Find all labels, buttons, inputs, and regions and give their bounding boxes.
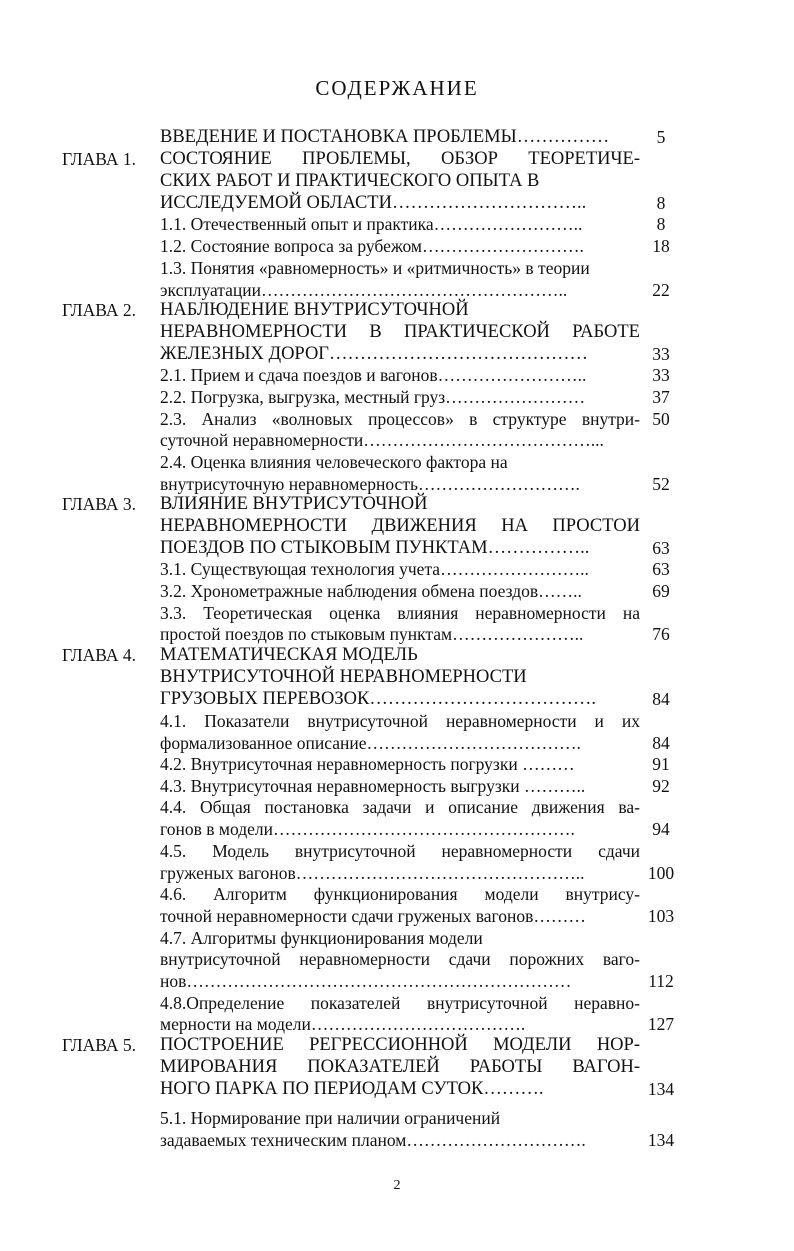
toc-entry-text: суточной неравномерности…………………………………... — [160, 430, 604, 450]
toc-entry-text: СОСТОЯНИЕ ПРОБЛЕМЫ, ОБЗОР ТЕОРЕТИЧЕ- — [160, 149, 640, 169]
toc-entry-text: 2.2. Погрузка, выгрузка, местный груз…………………… — [160, 387, 586, 407]
toc-entry-text: СКИХ РАБОТ И ПРАКТИЧЕСКОГО ОПЫТА В — [160, 171, 540, 191]
toc-entry-text: формализованное описание………………………………. — [160, 733, 581, 753]
toc-entry-text: 4.7. Алгоритмы функционирования модели — [160, 928, 483, 948]
toc-entry-text: 3.2. Хронометражные наблюдения обмена поездов…….. — [160, 581, 582, 601]
chapter-label: ГЛАВА 2. — [62, 300, 137, 320]
toc-entry-page: 63 — [652, 538, 670, 558]
toc-entry-page: 33 — [652, 344, 670, 364]
toc-entry-text: НЕРАВНОМЕРНОСТИ В ПРАКТИЧЕСКОЙ РАБОТЕ — [160, 322, 640, 342]
toc-entry-text: МАТЕМАТИЧЕСКАЯ МОДЕЛЬ — [160, 645, 418, 665]
toc-entry-page: 69 — [652, 581, 670, 601]
toc-entry-text: 1.1. Отечественный опыт и практика…………………….. — [160, 214, 583, 234]
toc-entry-text: 2.3. Анализ «волновых процессов» в структуре внутри- — [160, 409, 640, 429]
chapter-label: ГЛАВА 1. — [62, 149, 137, 169]
toc-entry-page: 52 — [652, 474, 670, 494]
toc-entry-page: 112 — [648, 971, 674, 991]
toc-entry-page: 91 — [652, 754, 670, 774]
page-number: 2 — [393, 1178, 401, 1193]
toc-entry-text: НОГО ПАРКА ПО ПЕРИОДАМ СУТОК………. — [160, 1079, 544, 1099]
toc-title: СОДЕРЖАНИЕ — [315, 76, 479, 100]
chapter-label: ГЛАВА 5. — [62, 1035, 137, 1055]
toc-entry-text: 1.2. Состояние вопроса за рубежом………………………. — [160, 236, 584, 256]
toc-entry-page: 84 — [652, 733, 670, 753]
toc-entry-text: 2.1. Прием и сдача поездов и вагонов…………………….. — [160, 365, 587, 385]
toc-entry-page: 63 — [652, 559, 670, 579]
chapter-label: ГЛАВА 4. — [62, 645, 137, 665]
toc-entry-text: гонов в модели……………………………………………. — [160, 819, 575, 839]
toc-entry-text: ГРУЗОВЫХ ПЕРЕВОЗОК………………………………. — [160, 689, 597, 709]
toc-entry-text: 3.3. Теоретическая оценка влияния неравномерности на — [160, 603, 640, 623]
toc-entry-text: ПОЕЗДОВ ПО СТЫКОВЫМ ПУНКТАМ…………….. — [160, 538, 590, 558]
toc-entry-page: 33 — [652, 365, 670, 385]
toc-entry-text: 5.1. Нормирование при наличии ограничений — [160, 1108, 501, 1128]
toc-entry-page: 50 — [652, 409, 670, 429]
toc-entry-text: ПОСТРОЕНИЕ РЕГРЕССИОННОЙ МОДЕЛИ НОР- — [160, 1035, 640, 1055]
toc-entry-page: 100 — [647, 863, 675, 883]
toc-entry-text: 4.1. Показатели внутрисуточной неравномерности и их — [160, 711, 640, 731]
toc-entry-page: 18 — [652, 236, 670, 256]
toc-entry-page: 103 — [647, 906, 675, 926]
toc-entry-text: ВЛИЯНИЕ ВНУТРИСУТОЧНОЙ — [160, 494, 428, 514]
toc-entry-text: МИРОВАНИЯ ПОКАЗАТЕЛЕЙ РАБОТЫ ВАГОН- — [160, 1057, 640, 1077]
chapter-label: ГЛАВА 3. — [62, 494, 137, 514]
toc-entry-text: задаваемых техническим планом…………………………. — [160, 1130, 586, 1150]
toc-entry-page: 127 — [647, 1014, 675, 1034]
toc-entry-page: 22 — [652, 280, 670, 300]
toc-entry-text: груженых вагонов………………………………………….. — [160, 863, 585, 883]
toc-entry-page: 76 — [652, 624, 670, 644]
toc-entry-text: 2.4. Оценка влияния человеческого фактора на — [160, 452, 508, 472]
toc-entry-page: 8 — [656, 214, 666, 234]
toc-entry-text: мерности на модели………………………………. — [160, 1014, 526, 1034]
toc-entry-text: нов………………………………………………………… — [160, 971, 572, 991]
toc-entry-text: точной неравномерности сдачи груженых вагонов……… — [160, 906, 586, 926]
toc-entry-text: 4.5. Модель внутрисуточной неравномерности сдачи — [160, 841, 640, 861]
toc-entry-text: ВВЕДЕНИЕ И ПОСТАНОВКА ПРОБЛЕМЫ…………… — [160, 127, 610, 147]
toc-entry-text: 4.8.Определение показателей внутрисуточной неравно- — [160, 993, 640, 1013]
toc-entry-text: 3.1. Существующая технология учета…………………….. — [160, 559, 589, 579]
toc-entry-page: 37 — [652, 387, 670, 407]
toc-entry-text: 4.2. Внутрисуточная неравномерность погрузки ……… — [160, 754, 575, 774]
toc-entry-page: 8 — [656, 193, 666, 213]
toc-entry-text: 4.6. Алгоритм функционирования модели внутрису- — [160, 884, 640, 904]
toc-entry-text: простой поездов по стыковым пунктам………………….. — [160, 624, 584, 644]
toc-entry-text: НАБЛЮДЕНИЕ ВНУТРИСУТОЧНОЙ — [160, 300, 469, 320]
toc-entry-text: 4.3. Внутрисуточная неравномерность выгрузки ……….. — [160, 776, 586, 796]
toc-entry-text: 1.3. Понятия «равномерность» и «ритмичность» в теории — [160, 258, 590, 278]
toc-entry-page: 94 — [652, 819, 670, 839]
toc-entry-page: 84 — [652, 689, 670, 709]
toc-entry-text: ВНУТРИСУТОЧНОЙ НЕРАВНОМЕРНОСТИ — [160, 667, 527, 687]
toc-entry-text: ИССЛЕДУЕМОЙ ОБЛАСТИ………………………….. — [160, 193, 587, 213]
toc-entry-text: ЖЕЛЕЗНЫХ ДОРОГ…………………………………… — [160, 344, 589, 364]
toc-entry-text: эксплуатации…………………………………………….. — [160, 280, 568, 300]
toc-entry-page: 134 — [647, 1130, 675, 1150]
toc-entry-text: внутрисуточную неравномерность………………………. — [160, 474, 580, 494]
toc-entry-text: 4.4. Общая постановка задачи и описание движения ва- — [160, 797, 640, 817]
toc-entry-page: 5 — [656, 127, 666, 147]
toc-entry-page: 134 — [647, 1079, 675, 1099]
toc-entry-text: НЕРАВНОМЕРНОСТИ ДВИЖЕНИЯ НА ПРОСТОИ — [160, 516, 640, 536]
toc-entry-page: 92 — [652, 776, 670, 796]
toc-entry-text: внутрисуточной неравномерности сдачи порожних ваго- — [160, 949, 640, 969]
